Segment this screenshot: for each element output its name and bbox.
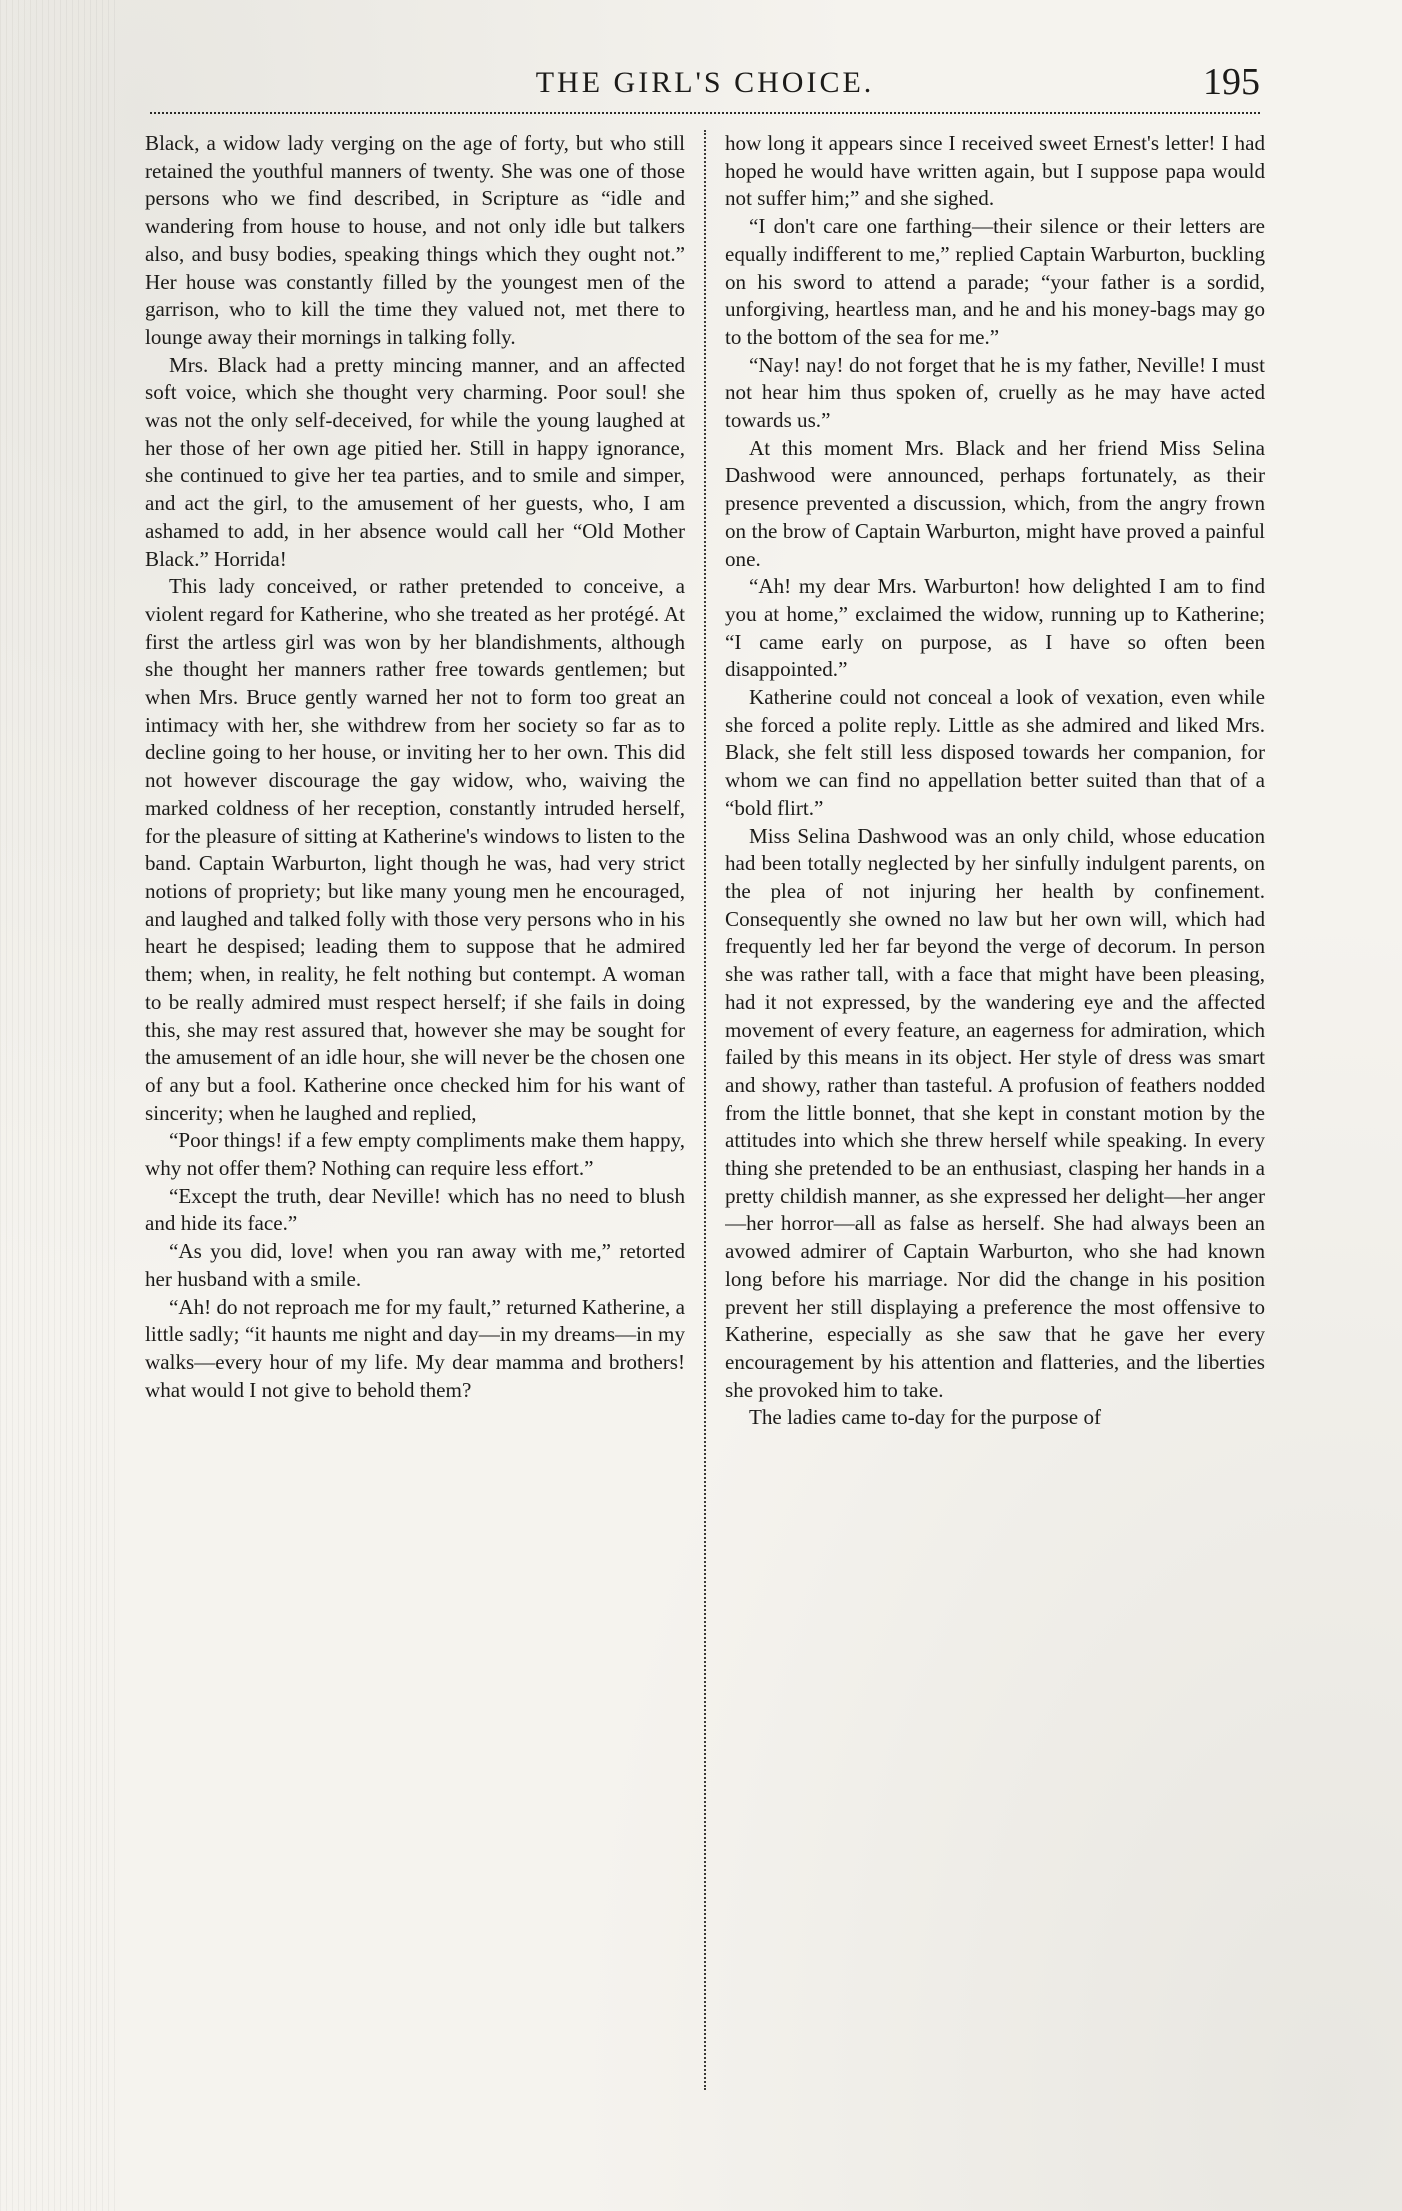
right-paragraph-5: “Ah! my dear Mrs. Warburton! how delighted I am to find you at home,” exclaimed the widow, running up to Katherine; “I came early on purpose, as I have so often been disappointed.” bbox=[725, 574, 1265, 682]
right-paragraph-4: At this moment Mrs. Black and her friend Miss Selina Dashwood were announced, perhaps fortunately, as their presence prevented a discussion, which, from the angry frown on the brow of Captain Warburton, might have proved a painful one. bbox=[725, 435, 1265, 571]
running-title: THE GIRL'S CHOICE. bbox=[535, 66, 875, 99]
right-paragraph-3: “Nay! nay! do not forget that he is my father, Neville! I must not hear him thus spoken of, cruelly as he may have acted towards us.” bbox=[725, 352, 1265, 433]
text-columns bbox=[145, 130, 1265, 2090]
left-paragraph-4: “Poor things! if a few empty compliments make them happy, why not offer them? Nothing can require less effort.” bbox=[145, 1128, 685, 1181]
header-rule bbox=[150, 112, 1260, 114]
left-paragraph-1: Black, a widow lady verging on the age of forty, but who still retained the youthful manners of twenty. She was one of those persons who we find described, in Scripture as “idle and wandering from house to house, and not only idle but talkers also, and busy bodies, speaking things which they ought not.” Her house was constantly filled by the youngest men of the garrison, who to kill the time they valued not, met there to lounge away their mornings in talking folly. bbox=[145, 131, 685, 349]
right-column bbox=[725, 130, 1265, 2090]
right-paragraph-1: how long it appears since I received sweet Ernest's letter! I had hoped he would have written again, but I suppose papa would not suffer him;” and she sighed. bbox=[725, 131, 1265, 211]
left-paragraph-6: “As you did, love! when you ran away with me,” retorted her husband with a smile. bbox=[145, 1239, 685, 1291]
right-paragraph-6: Katherine could not conceal a look of vexation, even while she forced a polite reply. Little as she admired and liked Mrs. Black, she felt still less disposed towards her companion, for whom we can find no appellation better suited than that of a “bold flirt.” bbox=[725, 685, 1265, 820]
left-paragraph-5: “Except the truth, dear Neville! which has no need to blush and hide its face.” bbox=[145, 1183, 685, 1236]
page-edge-texture bbox=[0, 0, 120, 2211]
left-column bbox=[145, 130, 685, 2090]
page-number: 195 bbox=[1203, 61, 1260, 103]
column-divider bbox=[704, 130, 706, 2090]
left-paragraph-3: This lady conceived, or rather pretended to conceive, a violent regard for Katherine, who she treated as her protégé. At first the artless girl was won by her blandishments, although she thought her manners rather free towards gentlemen; but when Mrs. Bruce gently warned her not to form too great an intimacy with her, she withdrew from her society so far as to decline going to her house, or inviting her to her own. This did not however discourage the gay widow, who, waiving the marked coldness of her reception, constantly intruded herself, for the pleasure of sitting at Katherine's windows to listen to the band. Captain Warburton, light though he was, had very strict notions of propriety; but like many young men he encouraged, and laughed and talked folly with those very persons who in his heart he despised; leading them to suppose that he admired them; when, in reality, he felt nothing but contempt. A woman to be really admired must respect herself; if she fails in doing this, she may rest assured that, however she may be sought for the amusement of an idle hour, she will never be the chosen one of any but a fool. Katherine once checked him for his want of sincerity; when he laughed and replied, bbox=[145, 574, 685, 1125]
right-paragraph-8: The ladies came to-day for the purpose of bbox=[749, 1405, 1102, 1430]
page-header bbox=[150, 60, 1260, 120]
right-paragraph-2: “I don't care one farthing—their silence or their letters are equally indifferent to me,” replied Captain Warburton, buckling on his sword to attend a parade; “your father is a sordid, unforgiving, heartless man, and he and his money-bags may go to the bottom of the sea for me.” bbox=[725, 214, 1265, 349]
left-paragraph-2: Mrs. Black had a pretty mincing manner, and an affected soft voice, which she thought very charming. Poor soul! she was not the only self-deceived, for while the young laughed at her those of her own age pitied her. Still in happy ignorance, she continued to give her tea parties, and to smile and simper, and act the girl, to the amusement of her guests, who, I am ashamed to add, in her absence would call her “Old Mother Black.” Horrida! bbox=[145, 352, 685, 571]
right-paragraph-7: Miss Selina Dashwood was an only child, whose education had been totally neglected by her sinfully indulgent parents, on the plea of not injuring her health by confinement. Consequently she owned no law but her own will, which had frequently led her far beyond the verge of decorum. In person she was rather tall, with a face that might have been pleasing, had it not expressed, by the wandering eye and the affected movement of every feature, an eagerness for admiration, which failed by this means in its object. Her style of dress was smart and showy, rather than tasteful. A profusion of feathers nodded from the little bonnet, that she kept in constant motion by the attitudes into which she threw herself while speaking. In every thing she pretended to be an enthusiast, clasping her hands in a pretty childish manner, as she expressed her delight—her anger—her horror—all as false as herself. She had always been an avowed admirer of Captain Warburton, who she had known long before his marriage. Nor did the change in his position prevent her still displaying a preference the most offensive to Katherine, especially as she saw that he gave her every encouragement by his attention and flatteries, and the liberties she provoked him to take. bbox=[725, 823, 1265, 1402]
left-paragraph-7: “Ah! do not reproach me for my fault,” returned Katherine, a little sadly; “it haunts me night and day—in my dreams—in my walks—every hour of my life. My dear mamma and brothers! what would I not give to behold them? bbox=[145, 1294, 685, 1402]
